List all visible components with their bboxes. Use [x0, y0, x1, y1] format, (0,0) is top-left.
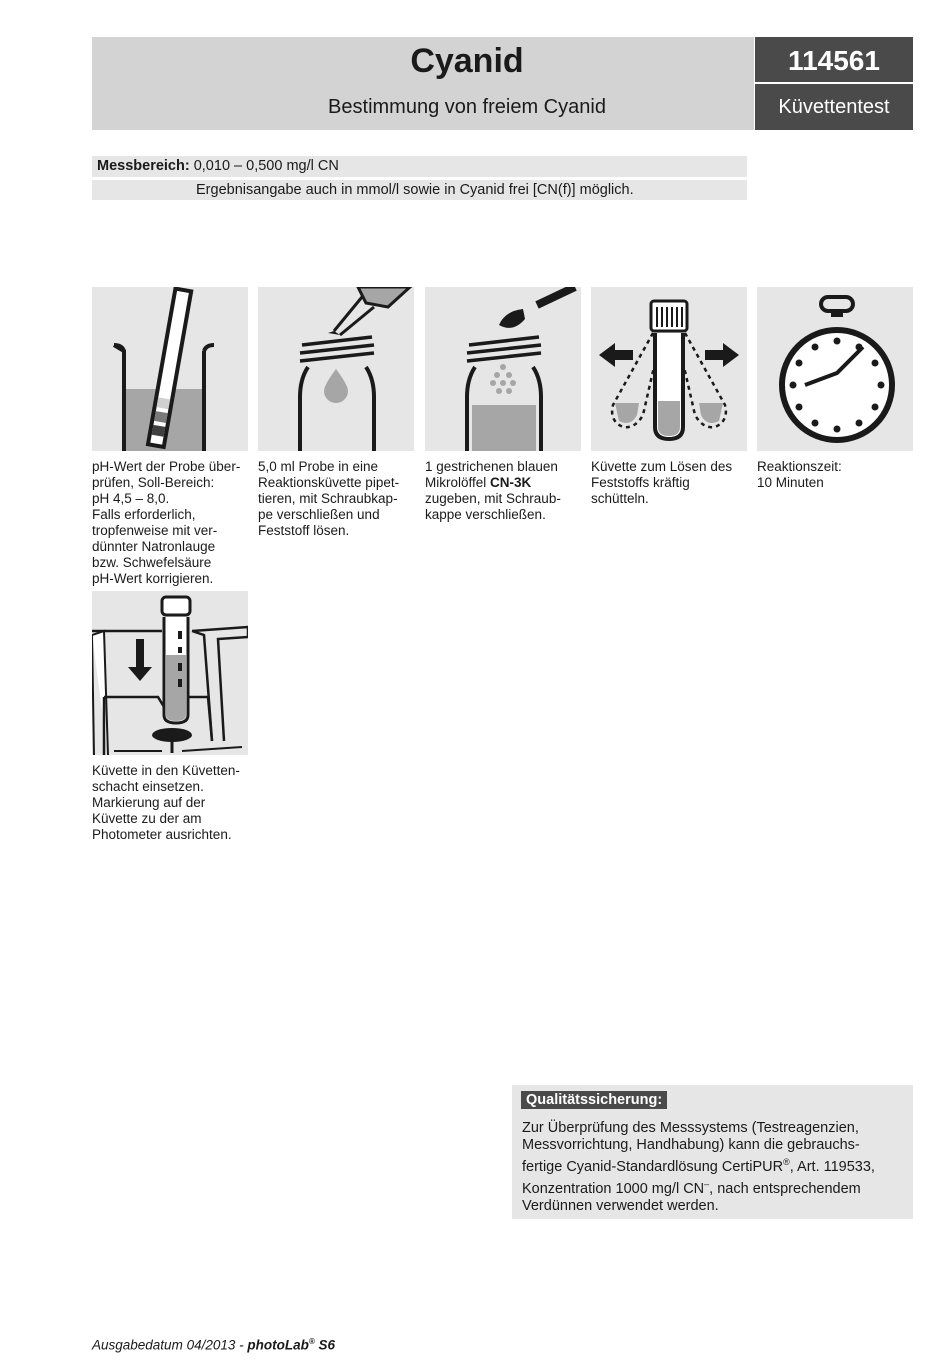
product-name: photoLab — [247, 1337, 309, 1353]
footer: Ausgabedatum 04/2013 - photoLab® S6 — [92, 1337, 336, 1353]
page-subtitle: Bestimmung von freiem Cyanid — [328, 96, 606, 118]
microspoon-cell-icon — [425, 287, 581, 451]
step-4-caption: Küvette zum Lösen des Feststoffs kräftig schütteln. — [591, 459, 733, 506]
test-type: Küvettentest — [755, 84, 913, 130]
step-2-illustration — [258, 287, 414, 451]
page-title: Cyanid — [410, 42, 524, 80]
measuring-range-label: Messbereich: — [97, 158, 190, 174]
ph-strip-beaker-icon — [92, 287, 248, 451]
shake-cell-icon — [591, 287, 747, 451]
step-6-caption: Küvette in den Küvetten- schacht einsetzen. Markierung auf der Küvette zu der am Photometer ausrichten. — [92, 763, 240, 842]
measuring-range-note: Ergebnisangabe auch in mmol/l sowie in Cyanid frei [CN(f)] möglich. — [196, 182, 634, 198]
step-1-illustration — [92, 287, 248, 451]
product-model: S6 — [314, 1337, 336, 1353]
measuring-range-note-row — [92, 180, 747, 200]
step-1-caption: pH-Wert der Probe über- prüfen, Soll-Bereich: pH 4,5 – 8,0. Falls erforderlich, tropfenweise mit ver- dünnter Natronlauge bzw. Schwefelsäure pH-Wert korrigieren. — [92, 459, 241, 586]
step-6-illustration — [92, 591, 248, 755]
article-number: 114561 — [755, 37, 913, 82]
reagent-name: CN-3K — [490, 475, 532, 490]
step-2-caption: 5,0 ml Probe in eine Reaktionsküvette pipet- tieren, mit Schraubkap- pe verschließen und Feststoff lösen. — [258, 459, 400, 538]
pipette-cell-icon — [258, 287, 414, 451]
stopwatch-icon — [757, 287, 913, 451]
step-5-illustration — [757, 287, 913, 451]
step-5-caption: Reaktionszeit: 10 Minuten — [757, 459, 842, 490]
quality-assurance-text: Zur Überprüfung des Messsystems (Testreagenzien, Messvorrichtung, Handhabung) kann die gebrauchs- fertige Cyanid-Standardlösung CertiPUR®, Art. 119533, Konzentration 1000 mg/l CN–, nach entsprechendem Verdünnen verwendet werden. — [522, 1120, 875, 1214]
step-3-illustration — [425, 287, 581, 451]
issue-date: Ausgabedatum 04/2013 - — [92, 1337, 248, 1353]
insert-cell-photometer-icon — [92, 591, 248, 755]
step-4-illustration — [591, 287, 747, 451]
measuring-range-value: 0,010 – 0,500 mg/l CN — [193, 158, 339, 174]
measuring-range-row — [92, 156, 747, 177]
step-3-caption: 1 gestrichenen blauen Mikrolöffel CN-3K zugeben, mit Schraub- kappe verschließen. — [425, 459, 561, 522]
quality-assurance-title: Qualitätssicherung: — [521, 1091, 667, 1109]
